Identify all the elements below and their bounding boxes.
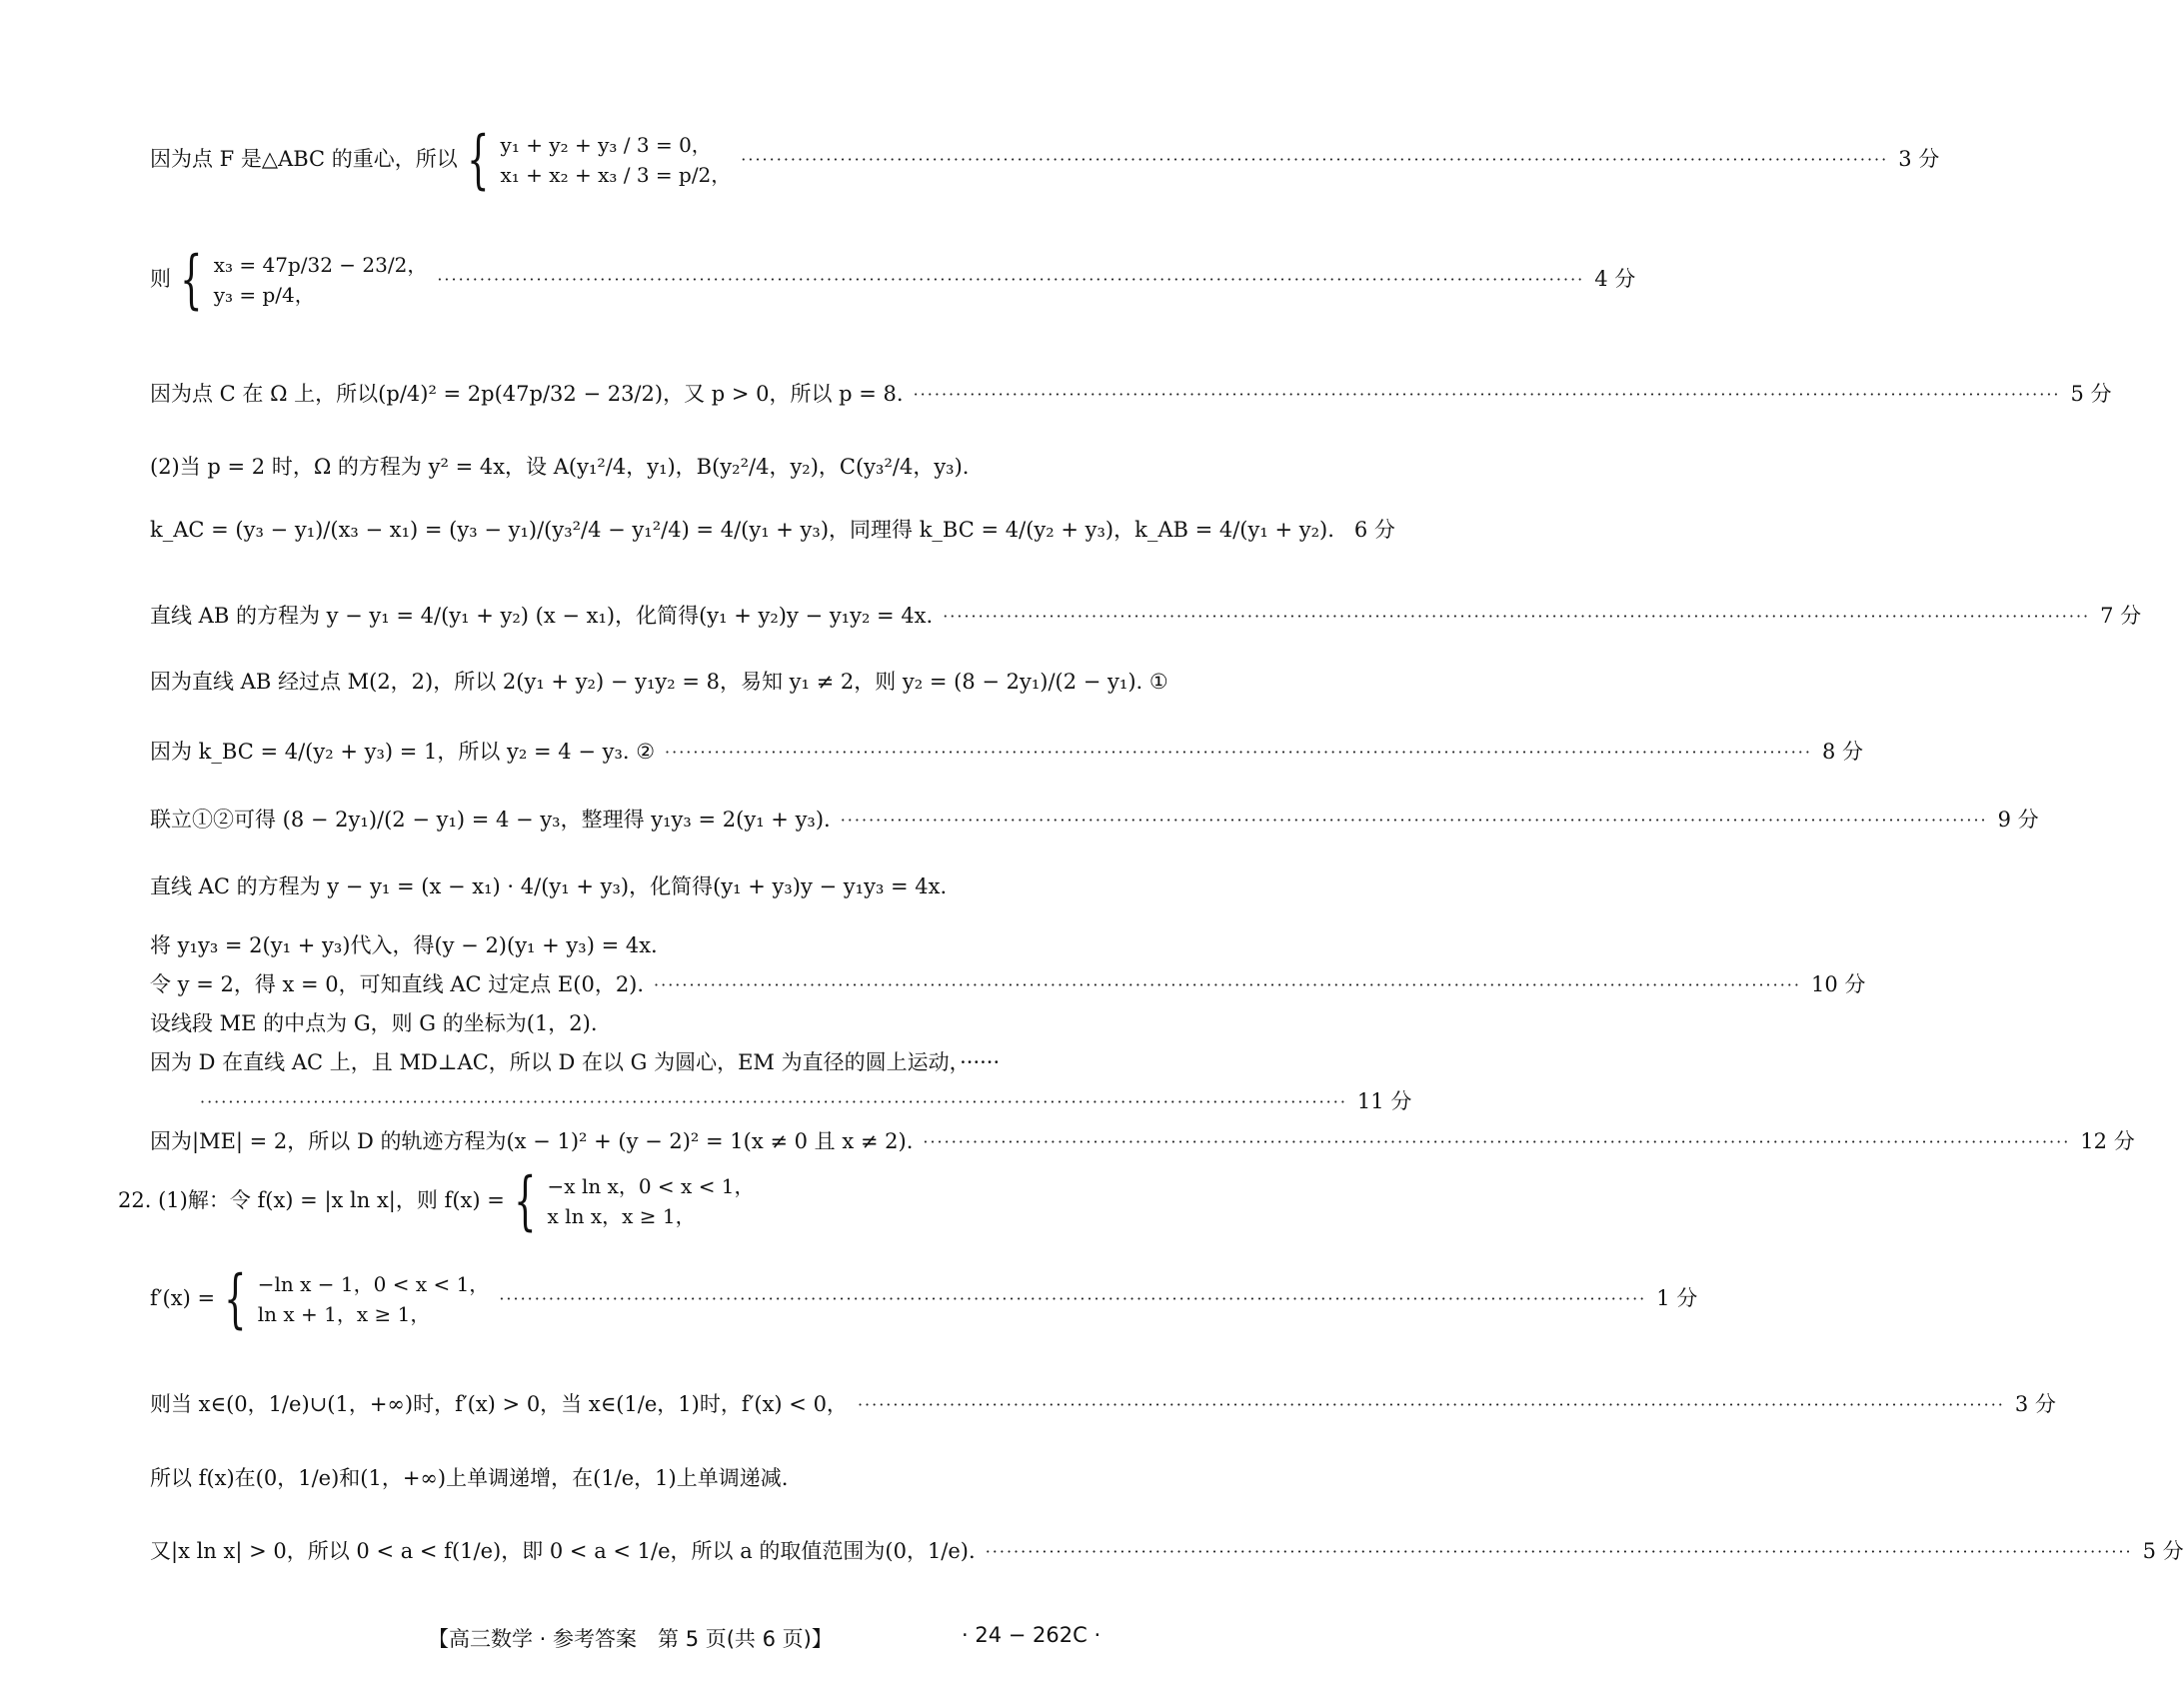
line-6 [150, 604, 2142, 629]
brace-icon: { [466, 123, 490, 197]
line-10-text: 直线 AC 的方程为 y − y₁ = (x − x₁) · 4/(y₁ + y₃)，化简得(y₁ + y₃)y − y₁y₃ = 4x. [150, 874, 948, 898]
case-block [501, 133, 732, 187]
score: 6 分 [1353, 518, 1395, 542]
line-16-text: 因为|ME| = 2，所以 D 的轨迹方程为(x − 1)² + (y − 2)² = 1(x ≠ 0 且 x ≠ 2). [150, 1129, 914, 1153]
case-2: ln x + 1，x ≥ 1， [257, 1302, 431, 1326]
line-6-text: 直线 AB 的方程为 y − y₁ = 4/(y₁ + y₂) (x − x₁)，化简得(y₁ + y₂)y − y₁y₂ = 4x. [150, 604, 934, 628]
line-20 [150, 1466, 1085, 1491]
leader-dots [654, 975, 1801, 994]
line-8-text: 因为 k_BC = 4/(y₂ + y₃) = 1，所以 y₂ = 4 − y₃. ② [150, 740, 656, 764]
leader-dots [914, 385, 2061, 404]
line-14-text: 因为 D 在直线 AC 上，且 MD⊥AC，所以 D 在以 G 为圆心，EM 为直径的圆上运动，······ [150, 1050, 1001, 1074]
line-15 [200, 1089, 1412, 1114]
leader-dots [943, 607, 2090, 626]
leader-dots [923, 1132, 2070, 1151]
line-8 [150, 740, 1864, 765]
line-1 [150, 123, 1940, 197]
line-7 [150, 670, 1168, 695]
case-1: −ln x − 1，0 < x < 1， [257, 1272, 490, 1296]
line-5-text: k_AC = (y₃ − y₁)/(x₃ − x₁) = (y₃ − y₁)/(y₃²/4 − y₁²/4) = 4/(y₁ + y₃)，同理得 k_BC = 4/(y₂ + y₃)，k_AB = 4/(y₁ + y₂). [150, 518, 1334, 542]
line-14 [150, 1050, 1085, 1075]
score: 8 分 [1821, 740, 1864, 764]
line-11 [150, 933, 1085, 958]
line-11-text: 将 y₁y₃ = 2(y₁ + y₃)代入，得(y − 2)(y₁ + y₃) = 4x. [150, 933, 658, 957]
case-2: y₃ = p/4， [213, 283, 315, 307]
line-9-text: 联立①②可得 (8 − 2y₁)/(2 − y₁) = 4 − y₃，整理得 y₁y₃ = 2(y₁ + y₃). [150, 808, 831, 832]
leader-dots [858, 1395, 2005, 1414]
line-2 [150, 243, 1636, 317]
brace-icon: { [180, 243, 203, 317]
score: 9 分 [1997, 808, 2039, 832]
score: 3 分 [2014, 1392, 2056, 1416]
leader-dots [665, 743, 1812, 762]
line-21-text: 又|x ln x| > 0，所以 0 < a < f(1/e)，即 0 < a < 1/e，所以 a 的取值范围为(0，1/e). [150, 1539, 976, 1563]
line-5 [150, 518, 1395, 543]
footer-code: · 24 − 262C · [962, 1623, 1101, 1647]
score: 5 分 [2070, 382, 2112, 406]
score: 10 分 [1810, 972, 1866, 996]
case-block [258, 1272, 490, 1326]
score: 11 分 [1356, 1089, 1412, 1113]
score: 1 分 [1656, 1286, 1698, 1311]
leader-dots [741, 150, 1888, 169]
line-4 [150, 455, 1085, 480]
leader-dots [200, 1092, 1347, 1111]
brace-icon: { [513, 1164, 537, 1238]
line-17-text: 22. (1)解：令 f(x) = |x ln x|，则 f(x) = [118, 1188, 505, 1213]
brace-icon: { [224, 1262, 247, 1336]
case-1: −x ln x，0 < x < 1， [547, 1174, 755, 1198]
line-13-text: 设线段 ME 的中点为 G，则 G 的坐标为(1，2). [150, 1011, 598, 1035]
leader-dots [437, 270, 1584, 289]
line-1-text: 因为点 F 是△ABC 的重心，所以 [150, 147, 458, 172]
score: 12 分 [2080, 1129, 2135, 1153]
line-18 [150, 1262, 1698, 1336]
leader-dots [499, 1289, 1646, 1308]
line-10 [150, 874, 1085, 899]
case-2: x ln x，x ≥ 1， [547, 1204, 696, 1228]
case-1: x₃ = 47p/32 − 23/2， [213, 253, 428, 277]
leader-dots [841, 811, 1988, 830]
line-7-text: 因为直线 AB 经过点 M(2，2)，所以 2(y₁ + y₂) − y₁y₂ = 8，易知 y₁ ≠ 2，则 y₂ = (8 − 2y₁)/(2 − y₁). ① [150, 670, 1168, 694]
leader-dots [986, 1542, 2133, 1561]
line-17 [118, 1164, 1053, 1238]
line-21 [150, 1539, 2184, 1564]
line-19-text: 则当 x∈(0，1/e)∪(1，+∞)时，f′(x) > 0，当 x∈(1/e，1)时，f′(x) < 0， [150, 1392, 848, 1416]
line-4-text: (2)当 p = 2 时，Ω 的方程为 y² = 4x，设 A(y₁²/4，y₁)，B(y₂²/4，y₂)，C(y₃²/4，y₃). [150, 455, 970, 479]
line-3 [150, 382, 2112, 407]
line-16 [150, 1129, 2135, 1154]
case-block [214, 253, 428, 307]
line-12-text: 令 y = 2，得 x = 0，可知直线 AC 过定点 E(0，2). [150, 972, 645, 996]
footer-page-info: 【高三数学 · 参考答案 第 5 页(共 6 页)】 [428, 1627, 833, 1651]
score: 5 分 [2142, 1539, 2184, 1563]
case-block [548, 1174, 755, 1228]
case-2: x₁ + x₂ + x₃ / 3 = p/2， [500, 163, 732, 187]
line-18-text: f′(x) = [150, 1286, 216, 1311]
line-2-text: 则 [150, 267, 171, 292]
score: 7 分 [2100, 604, 2142, 628]
line-9 [150, 808, 2039, 833]
line-19 [150, 1392, 2056, 1417]
score: 3 分 [1898, 147, 1940, 172]
line-12 [150, 972, 1866, 997]
case-1: y₁ + y₂ + y₃ / 3 = 0， [500, 133, 712, 157]
line-13 [150, 1011, 1085, 1036]
line-3-text: 因为点 C 在 Ω 上，所以(p/4)² = 2p(47p/32 − 23/2)，又 p > 0，所以 p = 8. [150, 382, 904, 406]
score: 4 分 [1594, 267, 1636, 292]
line-20-text: 所以 f(x)在(0，1/e)和(1，+∞)上单调递增，在(1/e，1)上单调递减. [150, 1466, 789, 1490]
